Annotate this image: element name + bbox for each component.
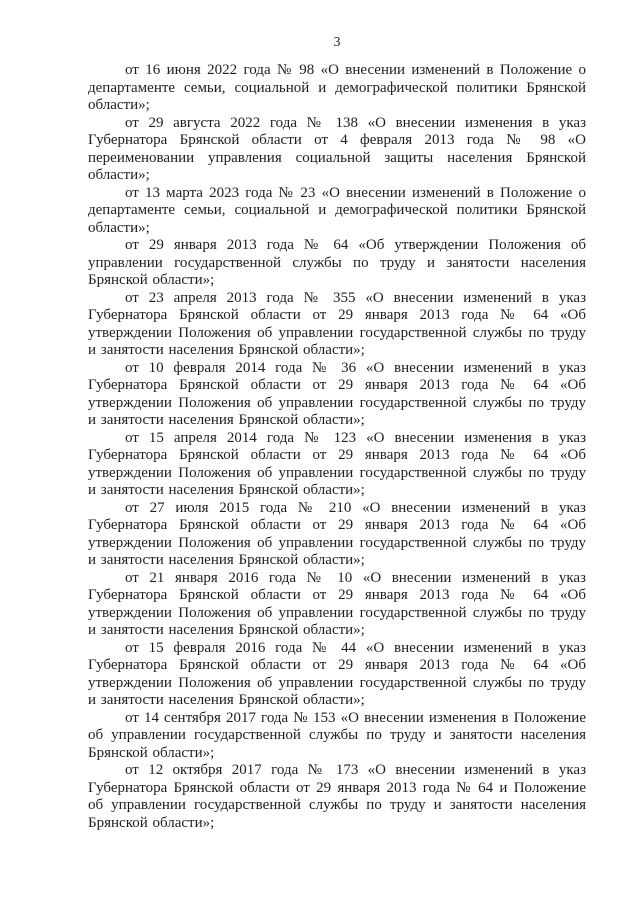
document-body (88, 62, 586, 832)
paragraph-amendment-6: от 10 февраля 2014 года № 36 «О внесении изменений в указ Губернатора Брянской области от 29 января 2013 года № 64 «Об утверждении Положения об управлении государственной службы по труду и занятости населения Брянской области»; (88, 359, 586, 428)
paragraph-amendment-7: от 15 апреля 2014 года № 123 «О внесении изменения в указ Губернатора Брянской области от 29 января 2013 года № 64 «Об утверждении Положения об управлении государственной службы по труду и занятости населения Брянской области»; (88, 429, 586, 498)
paragraph-amendment-11: от 14 сентября 2017 года № 153 «О внесении изменения в Положение об управлении государственной службы по труду и занятости населения Брянской области»; (88, 709, 586, 761)
paragraph-amendment-8: от 27 июля 2015 года № 210 «О внесении изменений в указ Губернатора Брянской области от 29 января 2013 года № 64 «Об утверждении Положения об управлении государственной службы по труду и занятости населения Брянской области»; (88, 499, 586, 568)
paragraph-amendment-10: от 15 февраля 2016 года № 44 «О внесении изменений в указ Губернатора Брянской области от 29 января 2013 года № 64 «Об утверждении Положения об управлении государственной службы по труду и занятости населения Брянской области»; (88, 639, 586, 708)
paragraph-amendment-12: от 12 октября 2017 года № 173 «О внесении изменений в указ Губернатора Брянской области от 29 января 2013 года № 64 и Положение об управлении государственной службы по труду и занятости населения Брянской области»; (88, 762, 586, 831)
paragraph-amendment-3: от 13 марта 2023 года № 23 «О внесении изменений в Положение о департаменте семьи, социальной и демографической политики Брянской области»; (88, 184, 586, 236)
paragraph-amendment-9: от 21 января 2016 года № 10 «О внесении изменений в указ Губернатора Брянской области от 29 января 2013 года № 64 «Об утверждении Положения об управлении государственной службы по труду и занятости населения Брянской области»; (88, 569, 586, 638)
page-number: 3 (333, 35, 341, 50)
paragraph-amendment-1: от 16 июня 2022 года № 98 «О внесении изменений в Положение о департаменте семьи, социальной и демографической политики Брянской области»; (88, 62, 586, 113)
paragraph-amendment-5: от 23 апреля 2013 года № 355 «О внесении изменений в указ Губернатора Брянской области от 29 января 2013 года № 64 «Об утверждении Положения об управлении государственной службы по труду и занятости населения Брянской области»; (88, 289, 586, 358)
paragraph-amendment-4: от 29 января 2013 года № 64 «Об утверждении Положения об управлении государственной службы по труду и занятости населения Брянской области»; (88, 237, 586, 288)
paragraph-amendment-2: от 29 августа 2022 года № 138 «О внесении изменения в указ Губернатора Брянской области от 4 февраля 2013 года № 98 «О переименовании управления социальной защиты населения Брянской области»; (88, 114, 586, 183)
